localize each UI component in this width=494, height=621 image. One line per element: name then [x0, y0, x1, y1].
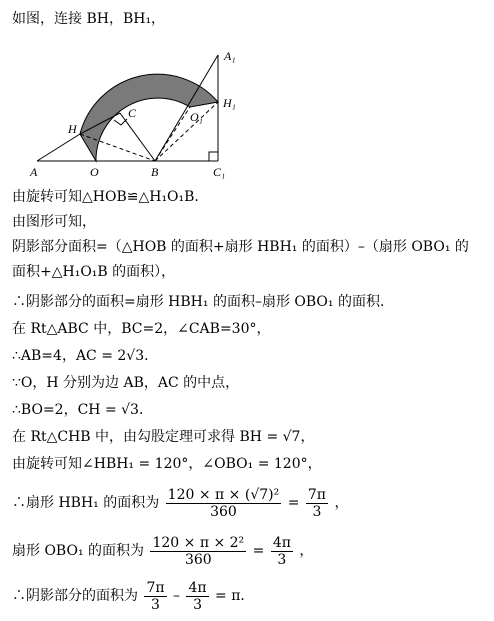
formula2-result-num: 4π	[272, 534, 291, 551]
text-line-4: 面积+△H₁O₁B 的面积），	[12, 264, 176, 280]
formula3-result: = π．	[215, 588, 255, 604]
dashed-BO1	[155, 107, 190, 161]
formula1-numerator: 120 × π × (√7)²	[167, 486, 280, 503]
label-H: H	[68, 122, 77, 136]
segment-AH	[37, 134, 80, 161]
formula-obo1-area	[12, 531, 313, 571]
intro-line: 如图，连接 BH，BH₁，	[12, 11, 166, 27]
geometry-figure	[0, 35, 494, 180]
formula-shaded-area	[12, 576, 254, 616]
formula3-prefix: ∴阴影部分的面积为	[12, 588, 138, 604]
formula2-result-den: 3	[277, 551, 287, 568]
formula1-suffix: ，	[334, 495, 349, 511]
text-line-3: 阴影部分面积=（△HOB 的面积+扇形 HBH₁ 的面积）–（扇形 OBO₁ 的	[12, 239, 469, 255]
text-line-1: 由旋转可知△HOB≌△H₁O₁B．	[12, 189, 209, 205]
label-C1: C₁	[213, 165, 226, 179]
formula1-result-num: 7π	[307, 486, 326, 503]
label-B: B	[151, 165, 159, 179]
text-line-11: 由旋转可知∠HBH₁ = 120°，∠OBO₁ = 120°，	[12, 456, 322, 472]
label-A: A	[30, 165, 38, 179]
formula3-d2: 3	[193, 596, 202, 613]
text-line-10: 在 Rt△CHB 中，由勾股定理可求得 BH = √7，	[12, 429, 315, 445]
formula2-numerator: 120 × π × 2²	[152, 534, 245, 551]
text-line-2: 由图形可知，	[12, 214, 96, 230]
text-line-7: ∴AB=4，AC = 2√3．	[12, 348, 159, 364]
formula1-result	[306, 487, 328, 520]
formula2-suffix: ，	[299, 543, 314, 559]
formula3-frac2	[186, 580, 208, 613]
formula3-minus: –	[173, 588, 181, 604]
formula1-result-den: 3	[312, 503, 322, 520]
formula3-frac1	[144, 580, 166, 613]
formula1-denominator: 360	[210, 503, 237, 520]
label-A1: A₁	[224, 49, 236, 63]
formula2-fraction	[150, 535, 246, 568]
label-O1: O₁	[190, 110, 203, 124]
label-H1: H₁	[223, 96, 236, 110]
text-line-8: ∵O，H 分别为边 AB，AC 的中点，	[12, 375, 240, 391]
label-C: C	[128, 106, 137, 120]
segment-A1B	[155, 55, 218, 161]
text-line-9: ∴BO=2，CH = √3．	[12, 402, 153, 418]
formula3-d1: 3	[151, 596, 160, 613]
formula-hbh1-area	[12, 483, 348, 523]
formula3-n1: 7π	[146, 579, 165, 596]
formula2-denominator: 360	[184, 551, 212, 568]
formula3-n2: 4π	[188, 579, 207, 596]
text-line-5: ∴阴影部分的面积=扇形 HBH₁ 的面积–扇形 OBO₁ 的面积．	[12, 294, 394, 310]
formula2-prefix: 扇形 OBO₁ 的面积为	[12, 543, 145, 559]
right-angle-C1	[209, 152, 218, 161]
formula1-fraction	[166, 487, 282, 520]
formula2-eq: =	[252, 543, 265, 559]
formula1-prefix: ∴扇形 HBH₁ 的面积为	[12, 495, 160, 511]
formula2-result	[271, 535, 293, 568]
formula1-eq: =	[287, 495, 300, 511]
text-line-6: 在 Rt△ABC 中，BC=2，∠CAB=30°，	[12, 321, 271, 337]
label-O: O	[90, 165, 99, 179]
